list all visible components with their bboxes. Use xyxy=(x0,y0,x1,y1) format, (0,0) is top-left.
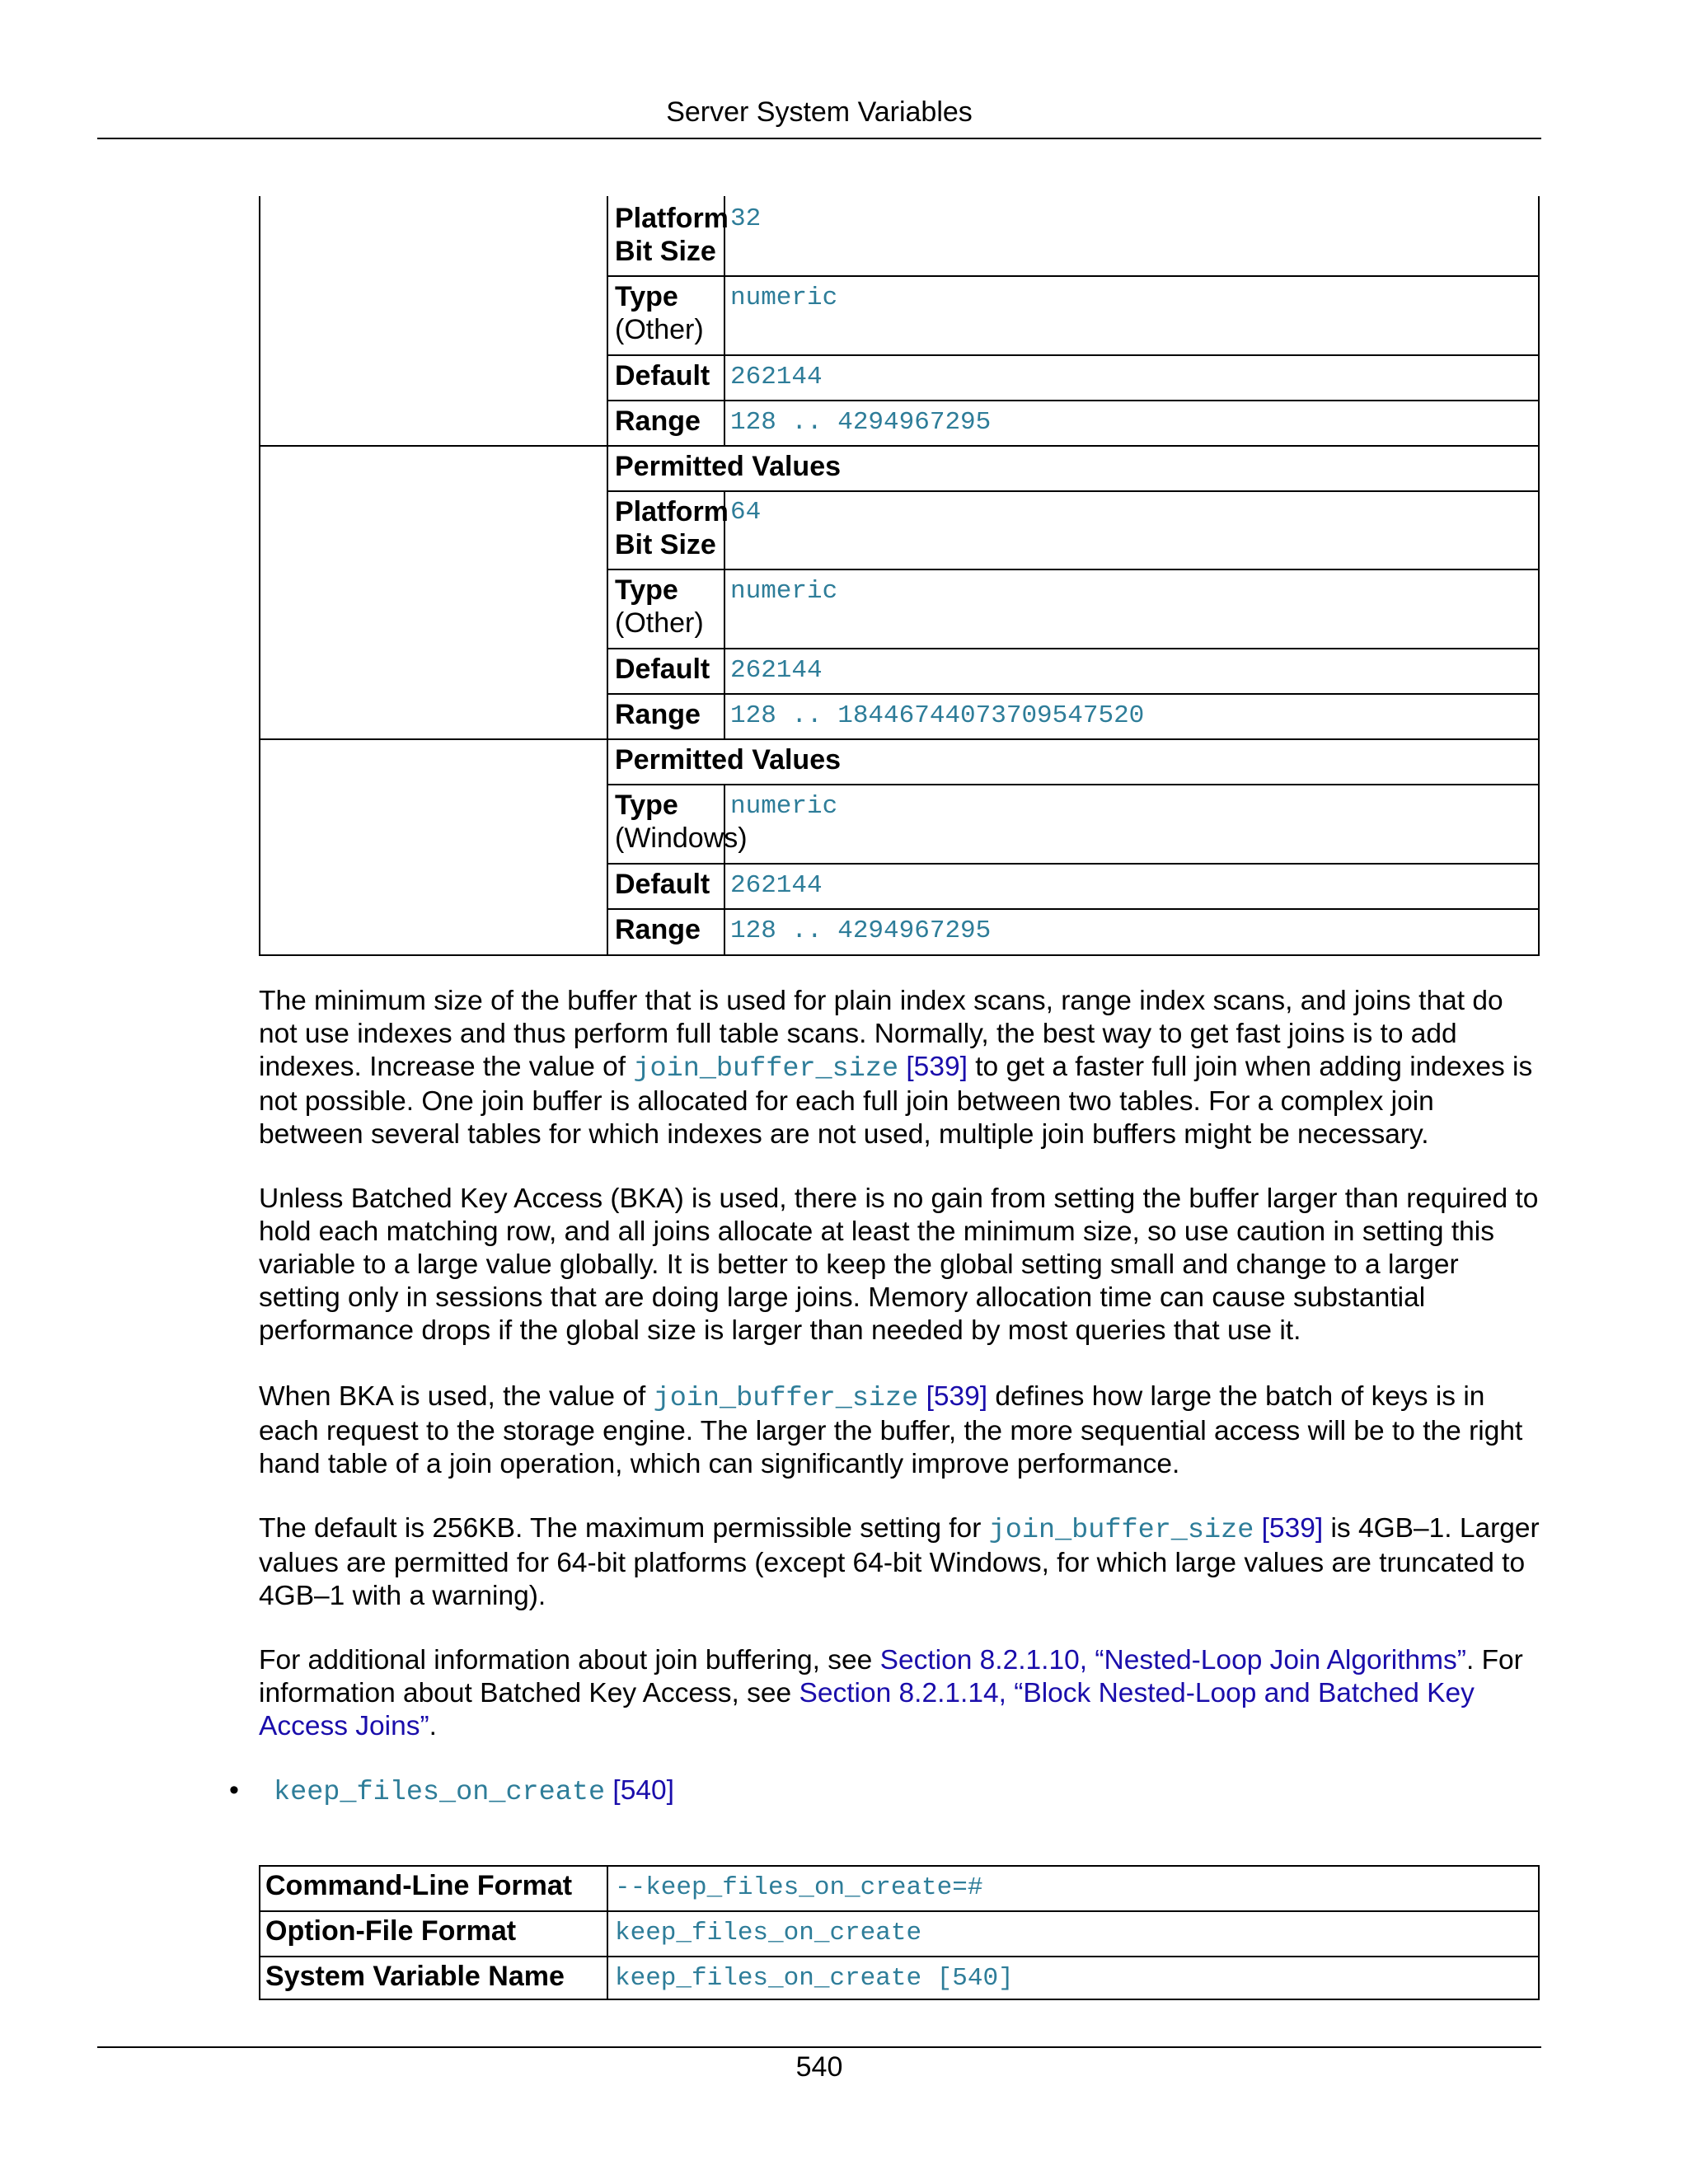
page-header-title: Server System Variables xyxy=(666,96,973,128)
row-label: Command-Line Format xyxy=(265,1870,573,1901)
join-buffer-size-code[interactable]: join_buffer_size xyxy=(653,1383,919,1414)
paragraph-default-size: The default is 256KB. The maximum permissible setting for join_buffer_size [539] is 4GB–1. Larger values are permitted for 64-bit platforms (except 64-bit Windows, for which large values are truncated to 4GB–1 with a warning). xyxy=(259,1513,1540,1611)
row-label: Default xyxy=(615,654,710,685)
row-label: Default xyxy=(615,869,710,900)
row-value[interactable]: keep_files_on_create [540] xyxy=(615,1964,1014,1993)
bullet-marker: • xyxy=(229,1774,239,1806)
row-line xyxy=(607,275,1540,277)
row-label: Type (Other) xyxy=(615,281,704,345)
keep-files-on-create-code[interactable]: keep_files_on_create xyxy=(274,1777,606,1808)
row-value: 262144 xyxy=(730,656,823,685)
row-value: keep_files_on_create xyxy=(615,1919,922,1947)
row-line xyxy=(607,784,1540,785)
row-label: Type (Other) xyxy=(615,574,704,639)
page-ref-link[interactable]: [539] xyxy=(1261,1513,1324,1544)
row-line xyxy=(607,354,1540,356)
group-heading: Permitted Values xyxy=(615,451,842,482)
join-buffer-size-code[interactable]: join_buffer_size xyxy=(633,1053,899,1085)
row-value: 128 .. 4294967295 xyxy=(730,408,992,437)
page-number: 540 xyxy=(795,2051,843,2083)
header-rule xyxy=(97,138,1541,139)
row-value: 128 .. 4294967295 xyxy=(730,916,992,945)
row-label: Default xyxy=(615,360,710,391)
row-label: Range xyxy=(615,914,701,945)
row-value: 128 .. 18446744073709547520 xyxy=(730,701,1145,730)
row-value: 262144 xyxy=(730,363,823,391)
table-left-border xyxy=(259,196,260,956)
row-line xyxy=(259,1910,1540,1912)
row-label: Platform Bit Size xyxy=(615,203,729,267)
group-separator xyxy=(259,445,1540,447)
row-value: 64 xyxy=(730,498,762,527)
join-buffer-size-code[interactable]: join_buffer_size xyxy=(988,1515,1254,1546)
paragraph-join-buffer-description: The minimum size of the buffer that is used for plain index scans, range index scans, and joins that do not use indexes and thus perform full table scans. Normally, the best way to get fast joins is to add indexes. Increase the value of join_buffer_size [539] to get a faster full join when adding indexes is not possible. One join buffer is allocated for each full join between two tables. For a complex join between several tables for which indexes are not used, multiple join buffers might be necessary. xyxy=(259,986,1533,1150)
row-value: numeric xyxy=(730,792,838,821)
section-link-nested-loop[interactable]: Section 8.2.1.10, “Nested-Loop Join Algorithms” xyxy=(879,1645,1466,1675)
row-label: Range xyxy=(615,405,701,437)
row-line xyxy=(607,908,1540,910)
group-separator xyxy=(259,738,1540,740)
bullet-item-keep-files-on-create xyxy=(274,1774,674,1809)
row-label: Range xyxy=(615,699,701,730)
page-ref-link[interactable]: [539] xyxy=(906,1052,968,1082)
paragraph-additional-info: For additional information about join buffering, see Section 8.2.1.10, “Nested-Loop Join Algorithms”. For information about Batched Key Access, see Section 8.2.1.14, “Block Nested-Loop and Batched Key Access Joins”. xyxy=(259,1645,1523,1741)
row-value: numeric xyxy=(730,284,838,312)
table-right-border xyxy=(1538,196,1540,956)
row-label: System Variable Name xyxy=(265,1961,565,1992)
column-line xyxy=(607,1865,608,2000)
row-line xyxy=(607,863,1540,865)
table-inner-left-border xyxy=(607,196,608,956)
row-line xyxy=(607,490,1540,492)
group-heading: Permitted Values xyxy=(615,744,842,776)
row-value: 262144 xyxy=(730,871,823,900)
row-value: --keep_files_on_create=# xyxy=(615,1873,983,1902)
row-value: numeric xyxy=(730,577,838,606)
page-ref-link[interactable]: [539] xyxy=(926,1381,988,1412)
row-label: Type (Windows) xyxy=(615,790,748,854)
section-link-bka-joins[interactable]: Section 8.2.1.14, “Block Nested-Loop and Batched Key Access Joins” xyxy=(259,1678,1475,1741)
table-bottom-border xyxy=(259,954,1540,956)
row-line xyxy=(259,1956,1540,1957)
row-line xyxy=(607,693,1540,695)
paragraph-bka-caution: Unless Batched Key Access (BKA) is used, there is no gain from setting the buffer larger than required to hold each matching row, and all joins allocate at least the minimum size, so use caution in setting this variable to a large value globally. It is better to keep the global setting small and change to a larger setting only in sessions that are doing large joins. Memory allocation time can cause substantial performance drops if the global size is larger than needed by most queries that use it. xyxy=(259,1183,1539,1346)
row-value: 32 xyxy=(730,204,762,233)
row-label: Platform Bit Size xyxy=(615,496,729,560)
row-line xyxy=(607,400,1540,401)
paragraph-bka-usage: When BKA is used, the value of join_buffer_size [539] defines how large the batch of keys is in each request to the storage engine. The larger the buffer, the more sequential access will be to the right hand table of a join operation, which can significantly improve performance. xyxy=(259,1381,1523,1479)
row-label: Option-File Format xyxy=(265,1915,517,1947)
row-line xyxy=(607,648,1540,649)
row-line xyxy=(607,569,1540,570)
page-ref-link[interactable]: [540] xyxy=(612,1775,674,1806)
